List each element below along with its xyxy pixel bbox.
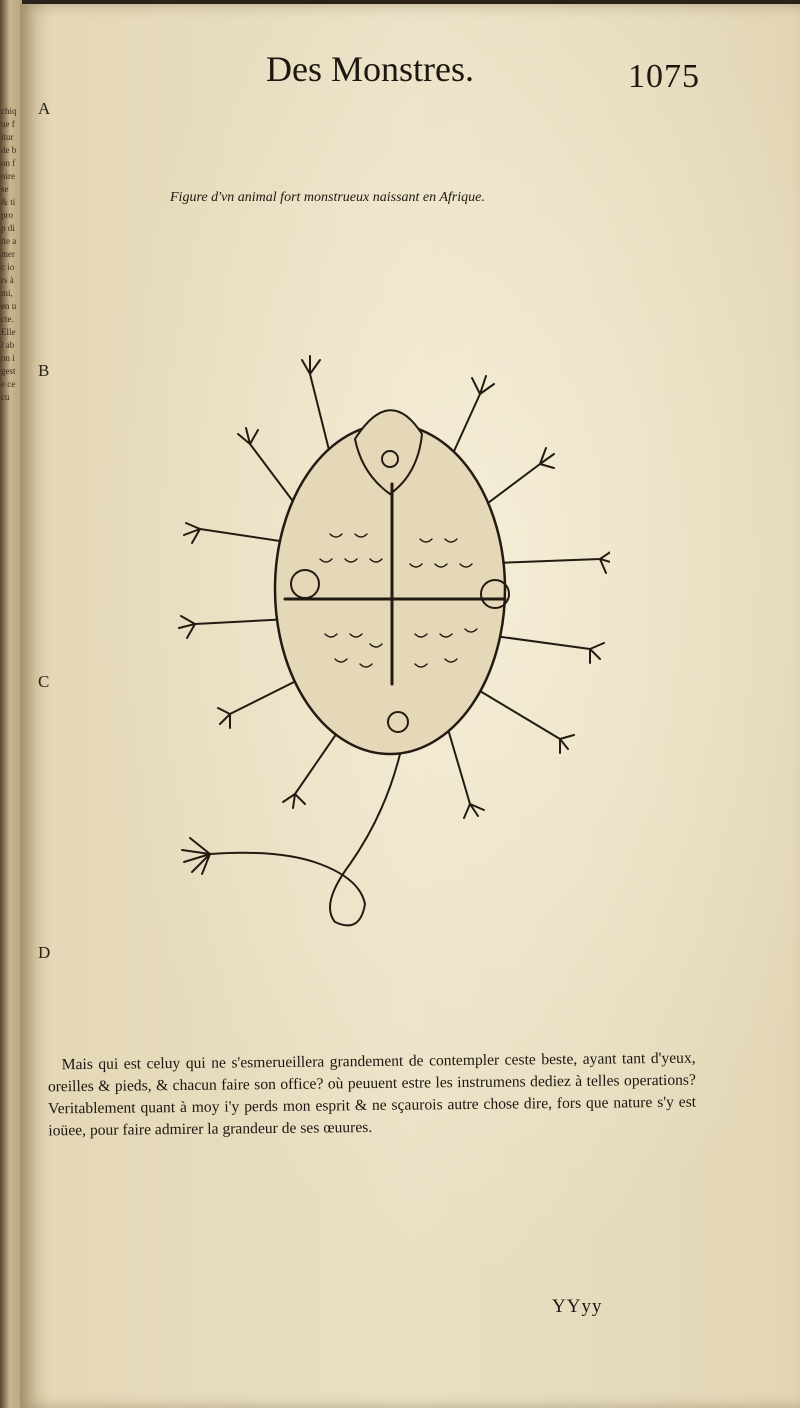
facing-page-edge [0, 0, 22, 1408]
body-paragraph: Mais qui est celuy qui ne s'esmerueillera grandement de contempler ceste beste, ayant tant d'yeux, oreilles & pieds, & chacun faire son office? où peuuent estre les instrumens dediez à telles operations? Veritablement quant à moy i'y perds mon esprit & ne sçaurois autre chose dire, fors que nature s'y est ioüee, pour faire admirer la grandeur de ses œuures. [47, 1049, 697, 1140]
page-number: 1075 [628, 58, 700, 95]
running-head: Des Monstres. [266, 49, 474, 89]
monster-tail-tuft [182, 838, 210, 874]
margin-letter-b: B [38, 361, 50, 380]
monster-limb [445, 719, 484, 818]
figure-caption: Figure d'vn animal fort monstrueux naissant en Afrique. [170, 190, 485, 205]
margin-letter-a: A [38, 99, 51, 118]
woodcut-monster-illustration [160, 344, 610, 944]
monster-limb [179, 616, 290, 638]
margin-letter-d: D [38, 943, 51, 962]
margin-letter-c: C [38, 672, 50, 691]
signature-mark: YYyy [552, 1296, 603, 1317]
facing-page-text-fragment: chique fitur de bon foire se & ti prop ditte amerc iors à mi, en ucte. Ellel abon igeste cecu [1, 106, 17, 402]
book-page [20, 4, 800, 1408]
